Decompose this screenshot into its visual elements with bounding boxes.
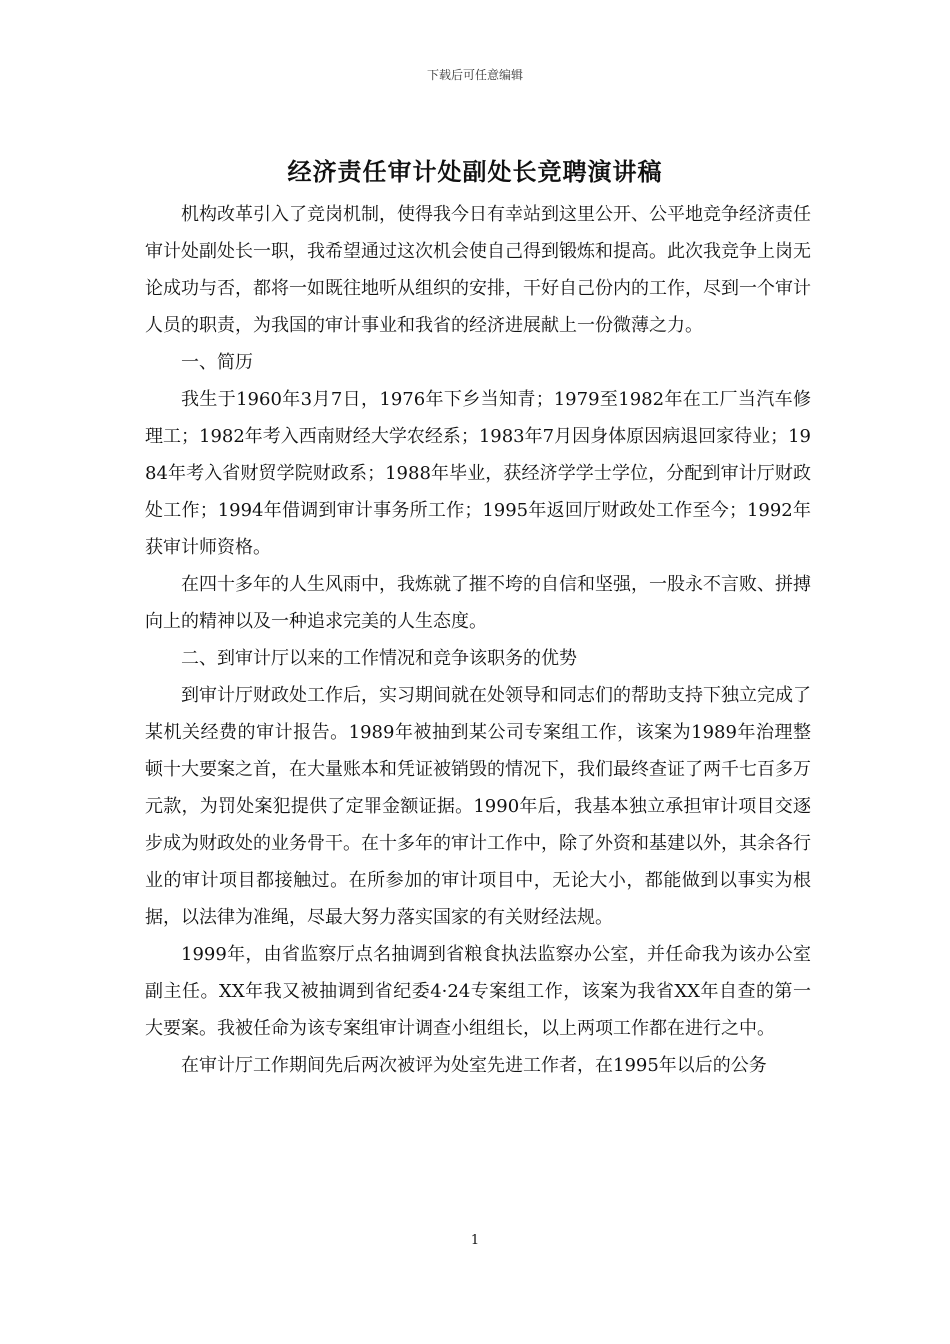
page-number: 1 — [470, 1233, 480, 1248]
section-heading-resume: 一、简历 — [181, 352, 253, 373]
paragraph-resume: 我生于1960年3月7日，1976年下乡当知青；1979至1982年在工厂当汽车修理工；1982年考入西南财经大学农经系；1983年7月因身体原因病退回家待业；1984年考入省财贸学院财政系；1988年毕业，获经济学学士学位，分配到审计厅财政处工作；1994年借调到审计事务所工作；1995年返回厅财政处工作至今；1992年获审计师资格。 — [145, 389, 811, 558]
paragraph-character: 在四十多年的人生风雨中，我炼就了摧不垮的自信和坚强，一股永不言败、拼搏向上的精神以及一种追求完美的人生态度。 — [145, 574, 811, 632]
header-note: 下载后可任意编辑 — [426, 68, 523, 82]
section-heading-work: 二、到审计厅以来的工作情况和竞争该职务的优势 — [181, 648, 577, 669]
paragraph-awards: 在审计厅工作期间先后两次被评为处室先进工作者，在1995年以后的公务 — [181, 1055, 767, 1076]
document-body — [145, 196, 811, 1084]
document-title: 经济责任审计处副处长竞聘演讲稿 — [287, 157, 663, 186]
paragraph-intro: 机构改革引入了竞岗机制，使得我今日有幸站到这里公开、公平地竞争经济责任审计处副处长一职，我希望通过这次机会使自己得到锻炼和提高。此次我竞争上岗无论成功与否，都将一如既往地听从组织的安排，干好自己份内的工作，尽到一个审计人员的职责，为我国的审计事业和我省的经济进展献上一份微薄之力。 — [145, 204, 811, 336]
paragraph-work-history: 到审计厅财政处工作后，实习期间就在处领导和同志们的帮助支持下独立完成了某机关经费的审计报告。1989年被抽到某公司专案组工作，该案为1989年治理整顿十大要案之首，在大量账本和凭证被销毁的情况下，我们最终查证了两千七百多万元款，为罚处案犯提供了定罪金额证据。1990年后，我基本独立承担审计项目交逐步成为财政处的业务骨干。在十多年的审计工作中，除了外资和基建以外，其余各行业的审计项目都接触过。在所参加的审计项目中，无论大小，都能做到以事实为根据，以法律为准绳，尽最大努力落实国家的有关财经法规。 — [145, 685, 811, 928]
paragraph-1999: 1999年，由省监察厅点名抽调到省粮食执法监察办公室，并任命我为该办公室副主任。XX年我又被抽调到省纪委4·24专案组工作，该案为我省XX年自查的第一大要案。我被任命为该专案组审计调查小组组长，以上两项工作都在进行之中。 — [145, 944, 811, 1039]
